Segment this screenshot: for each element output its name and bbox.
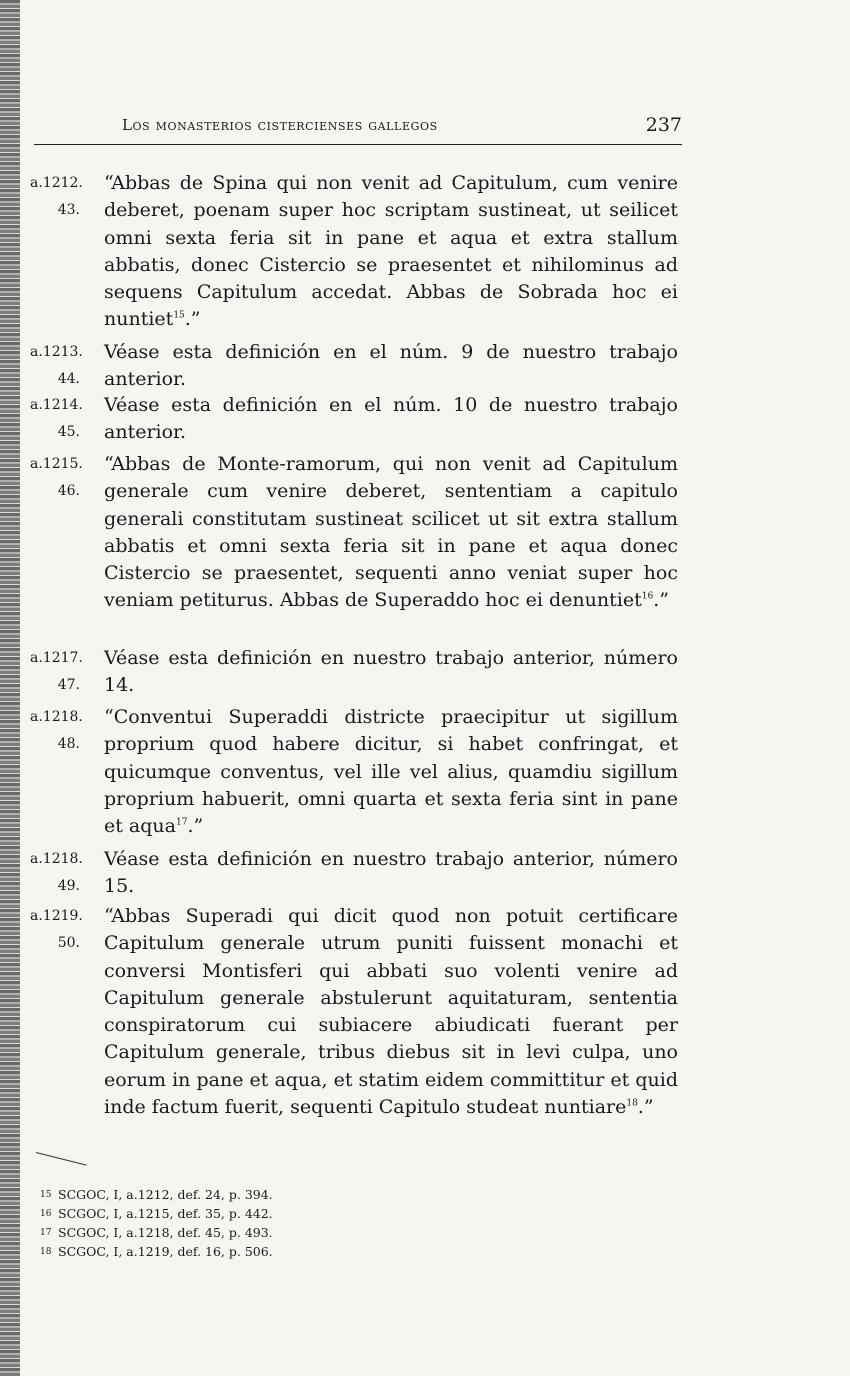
footnote-text: SCGOC, I, a.1219, def. 16, p. 506. [58, 1244, 273, 1259]
entry-body: Véase esta definición en el núm. 9 de nuestro trabajo anterior. [104, 341, 678, 391]
footnote-mark: 15 [40, 1190, 52, 1200]
footnote-mark: 18 [40, 1247, 52, 1257]
entry-reference [30, 392, 83, 446]
footnote-rule [36, 1152, 87, 1166]
entry-reference [30, 170, 83, 224]
running-title: Los monasterios cistercienses gallegos [122, 116, 438, 134]
entry-reference [30, 339, 83, 393]
footnote-ref: 16 [641, 592, 654, 603]
entry-number: 43. [57, 202, 80, 218]
entry-reference [30, 846, 83, 900]
entry-text [104, 903, 678, 1121]
entry-year: a.1218. [30, 709, 83, 725]
entry-year: a.1212. [30, 175, 83, 191]
footnote [40, 1243, 273, 1261]
entry-close: .” [184, 308, 201, 331]
scanned-page-edge [0, 0, 20, 1376]
entry-number: 49. [57, 878, 80, 894]
entry-number: 45. [57, 424, 80, 440]
entry-year: a.1217. [30, 650, 83, 666]
entry-reference [30, 451, 83, 505]
entry-text [104, 645, 678, 700]
entry-number: 50. [57, 935, 80, 951]
entry-year: a.1218. [30, 851, 83, 867]
entry-body: Véase esta definición en nuestro trabajo anterior, número 14. [104, 647, 678, 697]
footnote-ref: 18 [626, 1098, 638, 1109]
header-rule [34, 144, 682, 145]
entry-close: .” [637, 1096, 654, 1119]
footnote-text: SCGOC, I, a.1212, def. 24, p. 394. [58, 1187, 273, 1202]
footnote-ref: 15 [173, 311, 185, 322]
entry-year: a.1219. [30, 908, 83, 924]
footnote [40, 1205, 273, 1223]
entry-body: “Abbas de Spina qui non venit ad Capitulum, cum venire deberet, poenam super hoc scriptam sustineat, ut seilicet omni sexta feria sit in pane et aqua et extra stallum abbatis, donec Cistercio se praesentet et nihilominus ad sequens Capitulum accedat. Abbas de Sobrada hoc ei nuntiet [104, 172, 678, 331]
entry-text [104, 339, 678, 394]
entry-text [104, 846, 678, 901]
entry-number: 48. [57, 736, 80, 752]
entry-year: a.1215. [30, 456, 83, 472]
entry-body: “Abbas Superadi qui dicit quod non potuit certificare Capitulum generale utrum puniti fuissent monachi et conversi Montisferi qui abbati suo volenti venire ad Capitulum generale abstulerunt aquitaturam, sententia conspiratorum cui subiacere abiudicati fuerant per Capitulum generale, tribus diebus sit in levi culpa, uno eorum in pane et aqua, et statim eidem committitur et quid inde factum fuerit, sequenti Capitulo studeat nuntiare [104, 905, 678, 1119]
entry-number: 47. [57, 677, 80, 693]
footnote-text: SCGOC, I, a.1218, def. 45, p. 493. [58, 1225, 273, 1240]
entry-body: “Conventui Superaddi districte praecipitur ut sigillum proprium quod habere dicitur, si habet confringat, et quicumque conventus, vel ille vel alius, quamdiu sigillum proprium habuerit, omni quarta et sexta feria sint in pane et aqua [104, 706, 678, 838]
entry-text [104, 451, 678, 615]
footnote [40, 1186, 273, 1204]
entry-body: Véase esta definición en el núm. 10 de nuestro trabajo anterior. [104, 394, 678, 444]
entry-reference [30, 903, 83, 957]
entry-number: 46. [57, 483, 80, 499]
entry-text [104, 704, 678, 840]
footnote-mark: 16 [40, 1209, 52, 1219]
footnote [40, 1224, 273, 1242]
entry-number: 44. [57, 371, 80, 387]
entry-reference [30, 645, 83, 699]
footnote-mark: 17 [40, 1228, 52, 1238]
entry-close: .” [187, 815, 204, 838]
entry-text [104, 170, 678, 334]
entry-reference [30, 704, 83, 758]
entry-year: a.1213. [30, 344, 83, 360]
entry-text [104, 392, 678, 447]
page-number: 237 [645, 114, 682, 136]
entry-close: .” [653, 589, 669, 612]
footnote-text: SCGOC, I, a.1215, def. 35, p. 442. [58, 1206, 273, 1221]
entry-body: Véase esta definición en nuestro trabajo anterior, número 15. [104, 848, 678, 898]
entry-body: “Abbas de Monte-ramorum, qui non venit ad Capitulum generale cum venire deberet, sententiam a capitulo generali constitutam sustineat scilicet ut sit extra stallum abbatis et omni sexta feria sit in pane et aqua donec Cistercio se praesentet, sequenti anno veniat super hoc veniam petiturus. Abbas de Superaddo hoc ei denuntiet [104, 453, 678, 612]
running-header [122, 114, 684, 142]
entry-year: a.1214. [30, 397, 83, 413]
footnote-ref: 17 [175, 817, 188, 828]
